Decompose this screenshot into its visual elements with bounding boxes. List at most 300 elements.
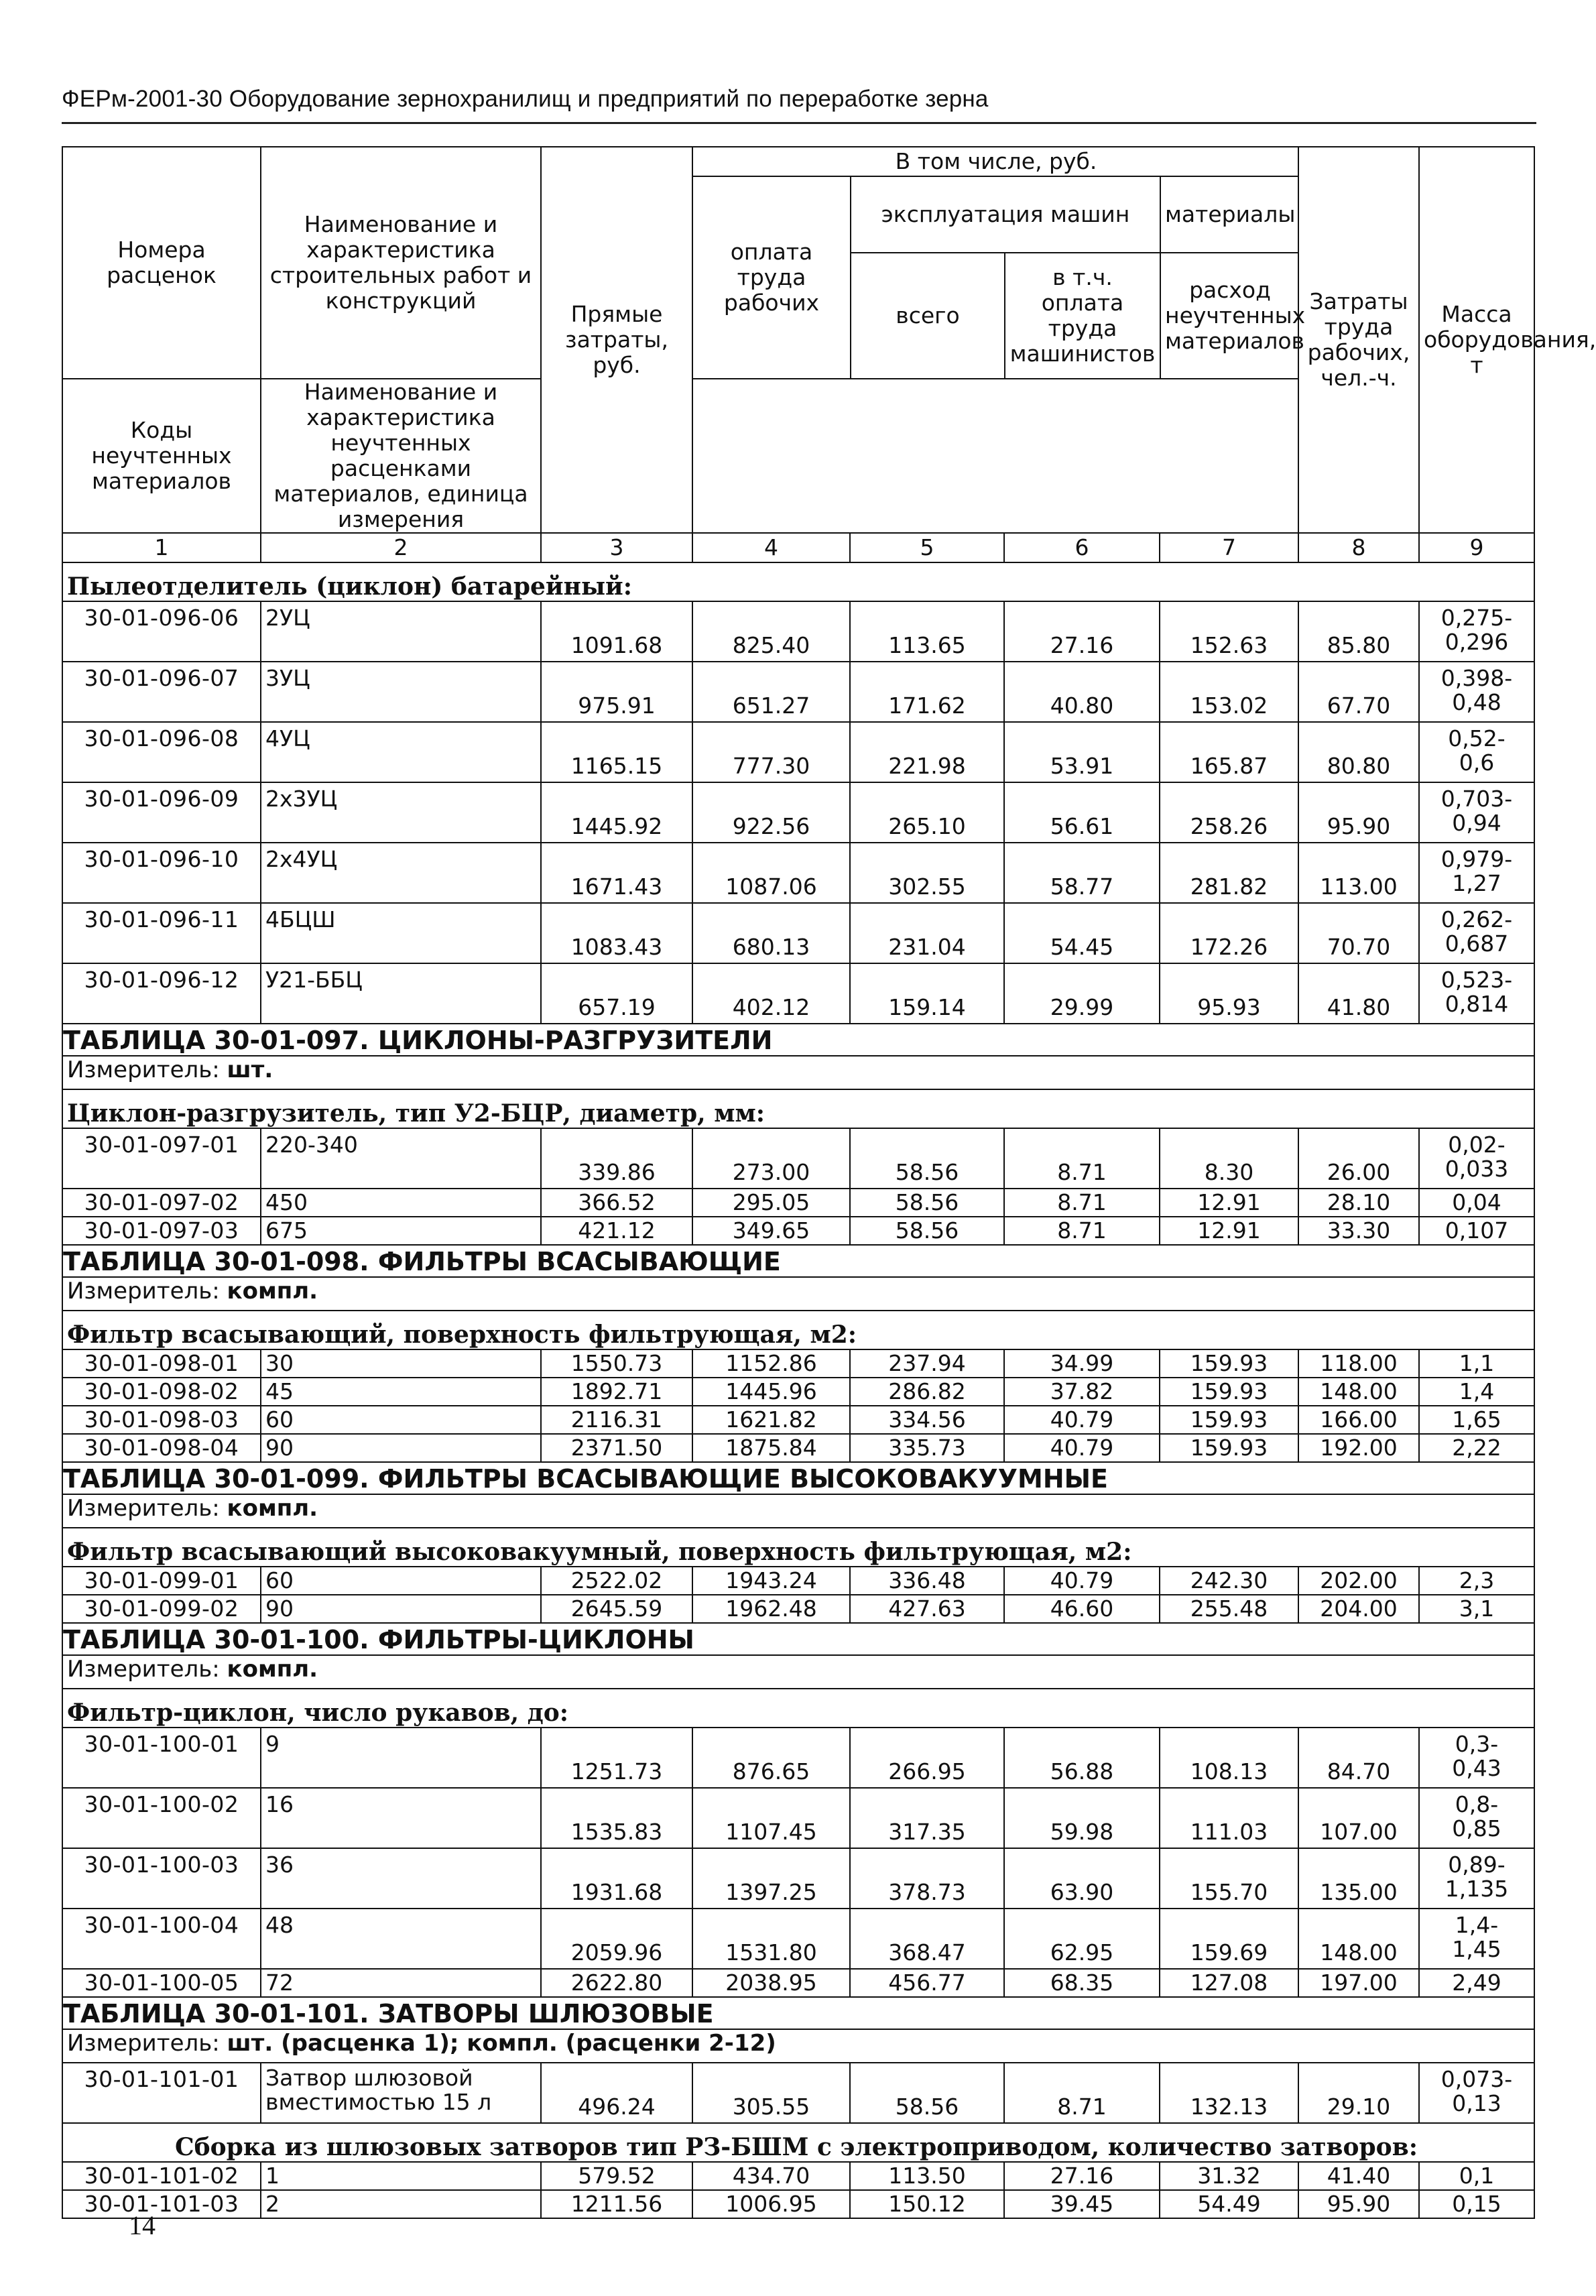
machinists-pay: 27.16	[1004, 2162, 1160, 2190]
materials-consumption: 159.69	[1160, 1909, 1298, 1969]
table-title-row	[62, 1024, 1534, 1056]
table-title-cell	[62, 1997, 1534, 2029]
labor-hours: 70.70	[1298, 903, 1419, 963]
workers-pay: 651.27	[692, 662, 850, 722]
equipment-mass: 0,275- 0,296	[1419, 601, 1534, 662]
item-name: 60	[261, 1567, 541, 1595]
header-row-1	[62, 147, 1534, 379]
equipment-mass: 0,523- 0,814	[1419, 963, 1534, 1024]
direct-costs: 1091.68	[541, 601, 692, 662]
rate-code: 30-01-101-01	[62, 2063, 261, 2123]
table-title: ТАБЛИЦА 30-01-098. ФИЛЬТРЫ ВСАСЫВАЮЩИЕ	[63, 1247, 781, 1276]
rates-table	[62, 146, 1596, 2219]
equipment-mass: 1,65	[1419, 1406, 1534, 1434]
item-name: 450	[261, 1189, 541, 1217]
unit-row	[62, 1655, 1534, 1689]
equipment-mass: 2,49	[1419, 1969, 1534, 1997]
workers-pay: 305.55	[692, 2063, 850, 2123]
col-header-machinists-pay: в т.ч. оплата труда машинистов	[1005, 253, 1160, 378]
item-name: Затвор шлюзовой вместимостью 15 л	[261, 2063, 541, 2123]
rate-code: 30-01-099-02	[62, 1595, 261, 1623]
group-title-row	[62, 562, 1534, 601]
item-name: У21-ББЦ	[261, 963, 541, 1024]
group-title-row	[62, 1311, 1534, 1349]
rate-code: 30-01-101-03	[62, 2190, 261, 2218]
rate-code: 30-01-098-03	[62, 1406, 261, 1434]
table-row	[62, 1909, 1534, 1969]
equipment-mass: 0,52- 0,6	[1419, 722, 1534, 782]
item-name: 9	[261, 1728, 541, 1788]
direct-costs: 339.86	[541, 1128, 692, 1189]
direct-costs: 421.12	[541, 1217, 692, 1245]
col-number: 8	[1298, 533, 1419, 562]
workers-pay: 1397.25	[692, 1848, 850, 1909]
machinists-pay: 63.90	[1004, 1848, 1160, 1909]
direct-costs: 366.52	[541, 1189, 692, 1217]
machines-total: 221.98	[850, 722, 1004, 782]
machines-total: 368.47	[850, 1909, 1004, 1969]
materials-consumption: 95.93	[1160, 963, 1298, 1024]
table-row	[62, 1567, 1534, 1595]
table-title-cell	[62, 1462, 1534, 1494]
col-number: 2	[261, 533, 541, 562]
equipment-mass: 0,15	[1419, 2190, 1534, 2218]
machines-total: 237.94	[850, 1349, 1004, 1378]
unit-row	[62, 1277, 1534, 1311]
item-name: 90	[261, 1434, 541, 1462]
direct-costs: 1165.15	[541, 722, 692, 782]
equipment-mass: 0,703- 0,94	[1419, 782, 1534, 843]
unit-cell	[62, 1056, 1534, 1089]
labor-hours: 113.00	[1298, 843, 1419, 903]
materials-consumption: 159.93	[1160, 1434, 1298, 1462]
workers-pay: 1006.95	[692, 2190, 850, 2218]
workers-pay: 1531.80	[692, 1909, 850, 1969]
direct-costs: 1892.71	[541, 1378, 692, 1406]
labor-hours: 204.00	[1298, 1595, 1419, 1623]
item-name: 45	[261, 1378, 541, 1406]
machinists-pay: 8.71	[1004, 1189, 1160, 1217]
col-header-direct-costs: Прямые затраты, руб.	[541, 147, 692, 533]
table-row	[62, 2190, 1534, 2218]
machinists-pay: 46.60	[1004, 1595, 1160, 1623]
labor-hours: 80.80	[1298, 722, 1419, 782]
machines-total: 58.56	[850, 2063, 1004, 2123]
table-row	[62, 1128, 1534, 1189]
equipment-mass: 0,02- 0,033	[1419, 1128, 1534, 1189]
table-row	[62, 722, 1534, 782]
item-name: 4УЦ	[261, 722, 541, 782]
table-row	[62, 2063, 1534, 2123]
machines-total: 335.73	[850, 1434, 1004, 1462]
machines-total: 150.12	[850, 2190, 1004, 2218]
machinists-pay: 54.45	[1004, 903, 1160, 963]
table-title-cell	[62, 1623, 1534, 1655]
machinists-pay: 39.45	[1004, 2190, 1160, 2218]
equipment-mass: 0,073- 0,13	[1419, 2063, 1534, 2123]
machinists-pay: 29.99	[1004, 963, 1160, 1024]
item-name: 3УЦ	[261, 662, 541, 722]
table-row	[62, 1595, 1534, 1623]
machinists-pay: 40.79	[1004, 1567, 1160, 1595]
machines-total: 58.56	[850, 1128, 1004, 1189]
table-row	[62, 1378, 1534, 1406]
machines-total: 427.63	[850, 1595, 1004, 1623]
machines-total: 334.56	[850, 1406, 1004, 1434]
machines-total: 302.55	[850, 843, 1004, 903]
item-name: 2х4УЦ	[261, 843, 541, 903]
table-title: ТАБЛИЦА 30-01-101. ЗАТВОРЫ ШЛЮЗОВЫЕ	[63, 1999, 714, 2029]
table-row	[62, 1406, 1534, 1434]
group-title: Фильтр-циклон, число рукавов, до:	[62, 1689, 1534, 1728]
item-name: 4БЦШ	[261, 903, 541, 963]
unit-label: Измеритель:	[67, 1495, 220, 1522]
unit-label: Измеритель:	[67, 1656, 220, 1683]
direct-costs: 1550.73	[541, 1349, 692, 1378]
table-row	[62, 1969, 1534, 1997]
rate-code: 30-01-101-02	[62, 2162, 261, 2190]
rate-code: 30-01-097-03	[62, 1217, 261, 1245]
running-header: ФЕРм-2001-30 Оборудование зернохранилищ и предприятий по переработке зерна	[62, 86, 989, 112]
item-name: 220-340	[261, 1128, 541, 1189]
unit-row	[62, 1494, 1534, 1528]
table-row	[62, 1189, 1534, 1217]
workers-pay: 1107.45	[692, 1788, 850, 1848]
machinists-pay: 56.61	[1004, 782, 1160, 843]
table-row	[62, 903, 1534, 963]
rate-code: 30-01-097-01	[62, 1128, 261, 1189]
materials-consumption: 159.93	[1160, 1406, 1298, 1434]
machines-total: 265.10	[850, 782, 1004, 843]
unit-row	[62, 2029, 1534, 2063]
labor-hours: 26.00	[1298, 1128, 1419, 1189]
machines-total: 159.14	[850, 963, 1004, 1024]
machines-total: 171.62	[850, 662, 1004, 722]
equipment-mass: 0,3- 0,43	[1419, 1728, 1534, 1788]
machines-total: 266.95	[850, 1728, 1004, 1788]
materials-consumption: 281.82	[1160, 843, 1298, 903]
labor-hours: 148.00	[1298, 1378, 1419, 1406]
unit-value: компл.	[227, 1278, 318, 1305]
col-header-mass: Масса оборудования, т	[1419, 147, 1534, 533]
col-number: 9	[1419, 533, 1534, 562]
materials-consumption: 31.32	[1160, 2162, 1298, 2190]
equipment-mass: 0,1	[1419, 2162, 1534, 2190]
workers-pay: 295.05	[692, 1189, 850, 1217]
table-row	[62, 782, 1534, 843]
page-number: 14	[129, 2210, 156, 2240]
table-title: ТАБЛИЦА 30-01-099. ФИЛЬТРЫ ВСАСЫВАЮЩИЕ ВЫСОКОВАКУУМНЫЕ	[63, 1464, 1108, 1494]
table-title: ТАБЛИЦА 30-01-097. ЦИКЛОНЫ-РАЗГРУЗИТЕЛИ	[63, 1026, 773, 1055]
direct-costs: 1671.43	[541, 843, 692, 903]
col-number: 5	[850, 533, 1004, 562]
table-row	[62, 1728, 1534, 1788]
col-header-machines-total: всего	[851, 253, 1005, 378]
table-row	[62, 1217, 1534, 1245]
materials-consumption: 155.70	[1160, 1848, 1298, 1909]
machinists-pay: 27.16	[1004, 601, 1160, 662]
materials-consumption: 152.63	[1160, 601, 1298, 662]
col-header-material-name: Наименование и характеристика неучтенных расценками материалов, единица измерения	[261, 379, 541, 533]
materials-consumption: 165.87	[1160, 722, 1298, 782]
machines-total: 113.65	[850, 601, 1004, 662]
direct-costs: 2522.02	[541, 1567, 692, 1595]
item-name: 1	[261, 2162, 541, 2190]
table-row	[62, 1349, 1534, 1378]
workers-pay: 876.65	[692, 1728, 850, 1788]
rate-code: 30-01-096-08	[62, 722, 261, 782]
labor-hours: 192.00	[1298, 1434, 1419, 1462]
machinists-pay: 8.71	[1004, 1217, 1160, 1245]
equipment-mass: 0,107	[1419, 1217, 1534, 1245]
unit-cell	[62, 2029, 1534, 2063]
labor-hours: 202.00	[1298, 1567, 1419, 1595]
column-numbers-row	[62, 533, 1534, 562]
labor-hours: 67.70	[1298, 662, 1419, 722]
labor-hours: 148.00	[1298, 1909, 1419, 1969]
unit-row	[62, 1056, 1534, 1089]
rate-code: 30-01-096-12	[62, 963, 261, 1024]
materials-consumption: 12.91	[1160, 1189, 1298, 1217]
machinists-pay: 40.80	[1004, 662, 1160, 722]
group-title: Пылеотделитель (циклон) батарейный:	[62, 562, 1534, 601]
machinists-pay: 34.99	[1004, 1349, 1160, 1378]
labor-hours: 107.00	[1298, 1788, 1419, 1848]
labor-hours: 41.40	[1298, 2162, 1419, 2190]
unit-value: компл.	[227, 1495, 318, 1522]
materials-consumption: 159.93	[1160, 1349, 1298, 1378]
table-row	[62, 963, 1534, 1024]
sub-header-grid	[693, 147, 1306, 378]
direct-costs: 2622.80	[541, 1969, 692, 1997]
machines-total: 336.48	[850, 1567, 1004, 1595]
item-name: 60	[261, 1406, 541, 1434]
workers-pay: 273.00	[692, 1128, 850, 1189]
workers-pay: 1152.86	[692, 1349, 850, 1378]
table-row	[62, 1788, 1534, 1848]
table-body	[62, 562, 1534, 2218]
direct-costs: 1251.73	[541, 1728, 692, 1788]
rate-code: 30-01-096-07	[62, 662, 261, 722]
group-title-row	[62, 2123, 1534, 2162]
workers-pay: 680.13	[692, 903, 850, 963]
group-title-row	[62, 1689, 1534, 1728]
table-row	[62, 2162, 1534, 2190]
unit-cell	[62, 1655, 1534, 1689]
equipment-mass: 0,398- 0,48	[1419, 662, 1534, 722]
materials-consumption: 12.91	[1160, 1217, 1298, 1245]
unit-label: Измеритель:	[67, 1056, 220, 1083]
col-header-materials: материалы	[1160, 176, 1299, 253]
table-title-cell	[62, 1024, 1534, 1056]
workers-pay: 1943.24	[692, 1567, 850, 1595]
rate-code: 30-01-100-01	[62, 1728, 261, 1788]
unit-value: компл.	[227, 1656, 318, 1683]
direct-costs: 1211.56	[541, 2190, 692, 2218]
col-header-workers-pay: оплата труда рабочих	[693, 176, 851, 378]
labor-hours: 166.00	[1298, 1406, 1419, 1434]
direct-costs: 496.24	[541, 2063, 692, 2123]
materials-consumption: 127.08	[1160, 1969, 1298, 1997]
unit-cell	[62, 1277, 1534, 1311]
group-title: Фильтр всасывающий высоковакуумный, поверхность фильтрующая, м2:	[62, 1528, 1534, 1567]
table-title-row	[62, 1462, 1534, 1494]
header-rule	[62, 122, 1536, 124]
machinists-pay: 8.71	[1004, 2063, 1160, 2123]
direct-costs: 1931.68	[541, 1848, 692, 1909]
workers-pay: 1962.48	[692, 1595, 850, 1623]
labor-hours: 95.90	[1298, 2190, 1419, 2218]
unit-label: Измеритель:	[67, 2030, 220, 2057]
machines-total: 113.50	[850, 2162, 1004, 2190]
materials-consumption: 255.48	[1160, 1595, 1298, 1623]
materials-consumption: 8.30	[1160, 1128, 1298, 1189]
workers-pay: 2038.95	[692, 1969, 850, 1997]
col-number: 3	[541, 533, 692, 562]
direct-costs: 2645.59	[541, 1595, 692, 1623]
machines-total: 378.73	[850, 1848, 1004, 1909]
workers-pay: 1087.06	[692, 843, 850, 903]
equipment-mass: 2,3	[1419, 1567, 1534, 1595]
labor-hours: 85.80	[1298, 601, 1419, 662]
unit-cell	[62, 1494, 1534, 1528]
labor-hours: 197.00	[1298, 1969, 1419, 1997]
direct-costs: 2059.96	[541, 1909, 692, 1969]
workers-pay: 825.40	[692, 601, 850, 662]
table-title: ТАБЛИЦА 30-01-100. ФИЛЬТРЫ-ЦИКЛОНЫ	[63, 1625, 694, 1654]
item-name: 16	[261, 1788, 541, 1848]
machinists-pay: 8.71	[1004, 1128, 1160, 1189]
group-title: Фильтр всасывающий, поверхность фильтрующая, м2:	[62, 1311, 1534, 1349]
table-title-cell	[62, 1245, 1534, 1277]
direct-costs: 2116.31	[541, 1406, 692, 1434]
equipment-mass: 3,1	[1419, 1595, 1534, 1623]
rate-code: 30-01-097-02	[62, 1189, 261, 1217]
col-header-material-codes: Коды неучтенных материалов	[62, 379, 261, 533]
item-name: 2х3УЦ	[261, 782, 541, 843]
item-name: 90	[261, 1595, 541, 1623]
labor-hours: 135.00	[1298, 1848, 1419, 1909]
table-title-row	[62, 1997, 1534, 2029]
equipment-mass: 1,4	[1419, 1378, 1534, 1406]
direct-costs: 579.52	[541, 2162, 692, 2190]
rate-code: 30-01-100-04	[62, 1909, 261, 1969]
col-header-rate-numbers: Номера расценок	[62, 147, 261, 379]
machines-total: 231.04	[850, 903, 1004, 963]
machines-total: 317.35	[850, 1788, 1004, 1848]
table-title-row	[62, 1245, 1534, 1277]
table-row	[62, 601, 1534, 662]
labor-hours: 84.70	[1298, 1728, 1419, 1788]
item-name: 2УЦ	[261, 601, 541, 662]
labor-hours: 29.10	[1298, 2063, 1419, 2123]
group-title: Сборка из шлюзовых затворов тип РЗ-БШМ с электроприводом, количество затворов:	[62, 2123, 1534, 2162]
col-number: 7	[1160, 533, 1298, 562]
workers-pay: 1875.84	[692, 1434, 850, 1462]
equipment-mass: 0,979- 1,27	[1419, 843, 1534, 903]
table-row	[62, 1434, 1534, 1462]
direct-costs: 975.91	[541, 662, 692, 722]
materials-consumption: 258.26	[1160, 782, 1298, 843]
machines-total: 58.56	[850, 1189, 1004, 1217]
machinists-pay: 40.79	[1004, 1406, 1160, 1434]
rate-code: 30-01-096-10	[62, 843, 261, 903]
machinists-pay: 53.91	[1004, 722, 1160, 782]
equipment-mass: 1,1	[1419, 1349, 1534, 1378]
labor-hours: 41.80	[1298, 963, 1419, 1024]
equipment-mass: 0,262- 0,687	[1419, 903, 1534, 963]
col-header-machines: эксплуатация машин	[851, 176, 1160, 253]
labor-hours: 28.10	[1298, 1189, 1419, 1217]
table-title-row	[62, 1623, 1534, 1655]
labor-hours: 95.90	[1298, 782, 1419, 843]
rate-code: 30-01-096-11	[62, 903, 261, 963]
workers-pay: 434.70	[692, 2162, 850, 2190]
unit-value: шт.	[227, 1056, 273, 1083]
workers-pay: 1621.82	[692, 1406, 850, 1434]
item-name: 72	[261, 1969, 541, 1997]
materials-consumption: 159.93	[1160, 1378, 1298, 1406]
machines-total: 456.77	[850, 1969, 1004, 1997]
rate-code: 30-01-096-06	[62, 601, 261, 662]
col-number: 4	[692, 533, 850, 562]
item-name: 675	[261, 1217, 541, 1245]
equipment-mass: 2,22	[1419, 1434, 1534, 1462]
labor-hours: 33.30	[1298, 1217, 1419, 1245]
col-number: 6	[1004, 533, 1160, 562]
direct-costs: 1535.83	[541, 1788, 692, 1848]
group-title: Циклон-разгрузитель, тип У2-БЦР, диаметр, мм:	[62, 1089, 1534, 1128]
group-title-row	[62, 1089, 1534, 1128]
col-header-work-name: Наименование и характеристика строительных работ и конструкций	[261, 147, 541, 379]
direct-costs: 1445.92	[541, 782, 692, 843]
equipment-mass: 1,4- 1,45	[1419, 1909, 1534, 1969]
equipment-mass: 0,89- 1,135	[1419, 1848, 1534, 1909]
materials-consumption: 108.13	[1160, 1728, 1298, 1788]
workers-pay: 349.65	[692, 1217, 850, 1245]
materials-consumption: 54.49	[1160, 2190, 1298, 2218]
table-row	[62, 843, 1534, 903]
rate-code: 30-01-099-01	[62, 1567, 261, 1595]
col-number: 1	[62, 533, 261, 562]
direct-costs: 1083.43	[541, 903, 692, 963]
materials-consumption: 132.13	[1160, 2063, 1298, 2123]
materials-consumption: 242.30	[1160, 1567, 1298, 1595]
col-header-materials-consumption: расход неучтенных материалов	[1165, 277, 1306, 354]
item-name: 30	[261, 1349, 541, 1378]
item-name: 48	[261, 1909, 541, 1969]
rate-code: 30-01-098-04	[62, 1434, 261, 1462]
group-title-row	[62, 1528, 1534, 1567]
machinists-pay: 68.35	[1004, 1969, 1160, 1997]
machines-total: 286.82	[850, 1378, 1004, 1406]
workers-pay: 777.30	[692, 722, 850, 782]
machinists-pay: 58.77	[1004, 843, 1160, 903]
rate-code: 30-01-100-05	[62, 1969, 261, 1997]
direct-costs: 657.19	[541, 963, 692, 1024]
materials-consumption: 172.26	[1160, 903, 1298, 963]
rate-code: 30-01-096-09	[62, 782, 261, 843]
rate-code: 30-01-098-01	[62, 1349, 261, 1378]
item-name: 2	[261, 2190, 541, 2218]
workers-pay: 1445.96	[692, 1378, 850, 1406]
machines-total: 58.56	[850, 1217, 1004, 1245]
workers-pay: 402.12	[692, 963, 850, 1024]
rate-code: 30-01-100-03	[62, 1848, 261, 1909]
labor-hours: 118.00	[1298, 1349, 1419, 1378]
materials-consumption: 111.03	[1160, 1788, 1298, 1848]
rate-code: 30-01-100-02	[62, 1788, 261, 1848]
